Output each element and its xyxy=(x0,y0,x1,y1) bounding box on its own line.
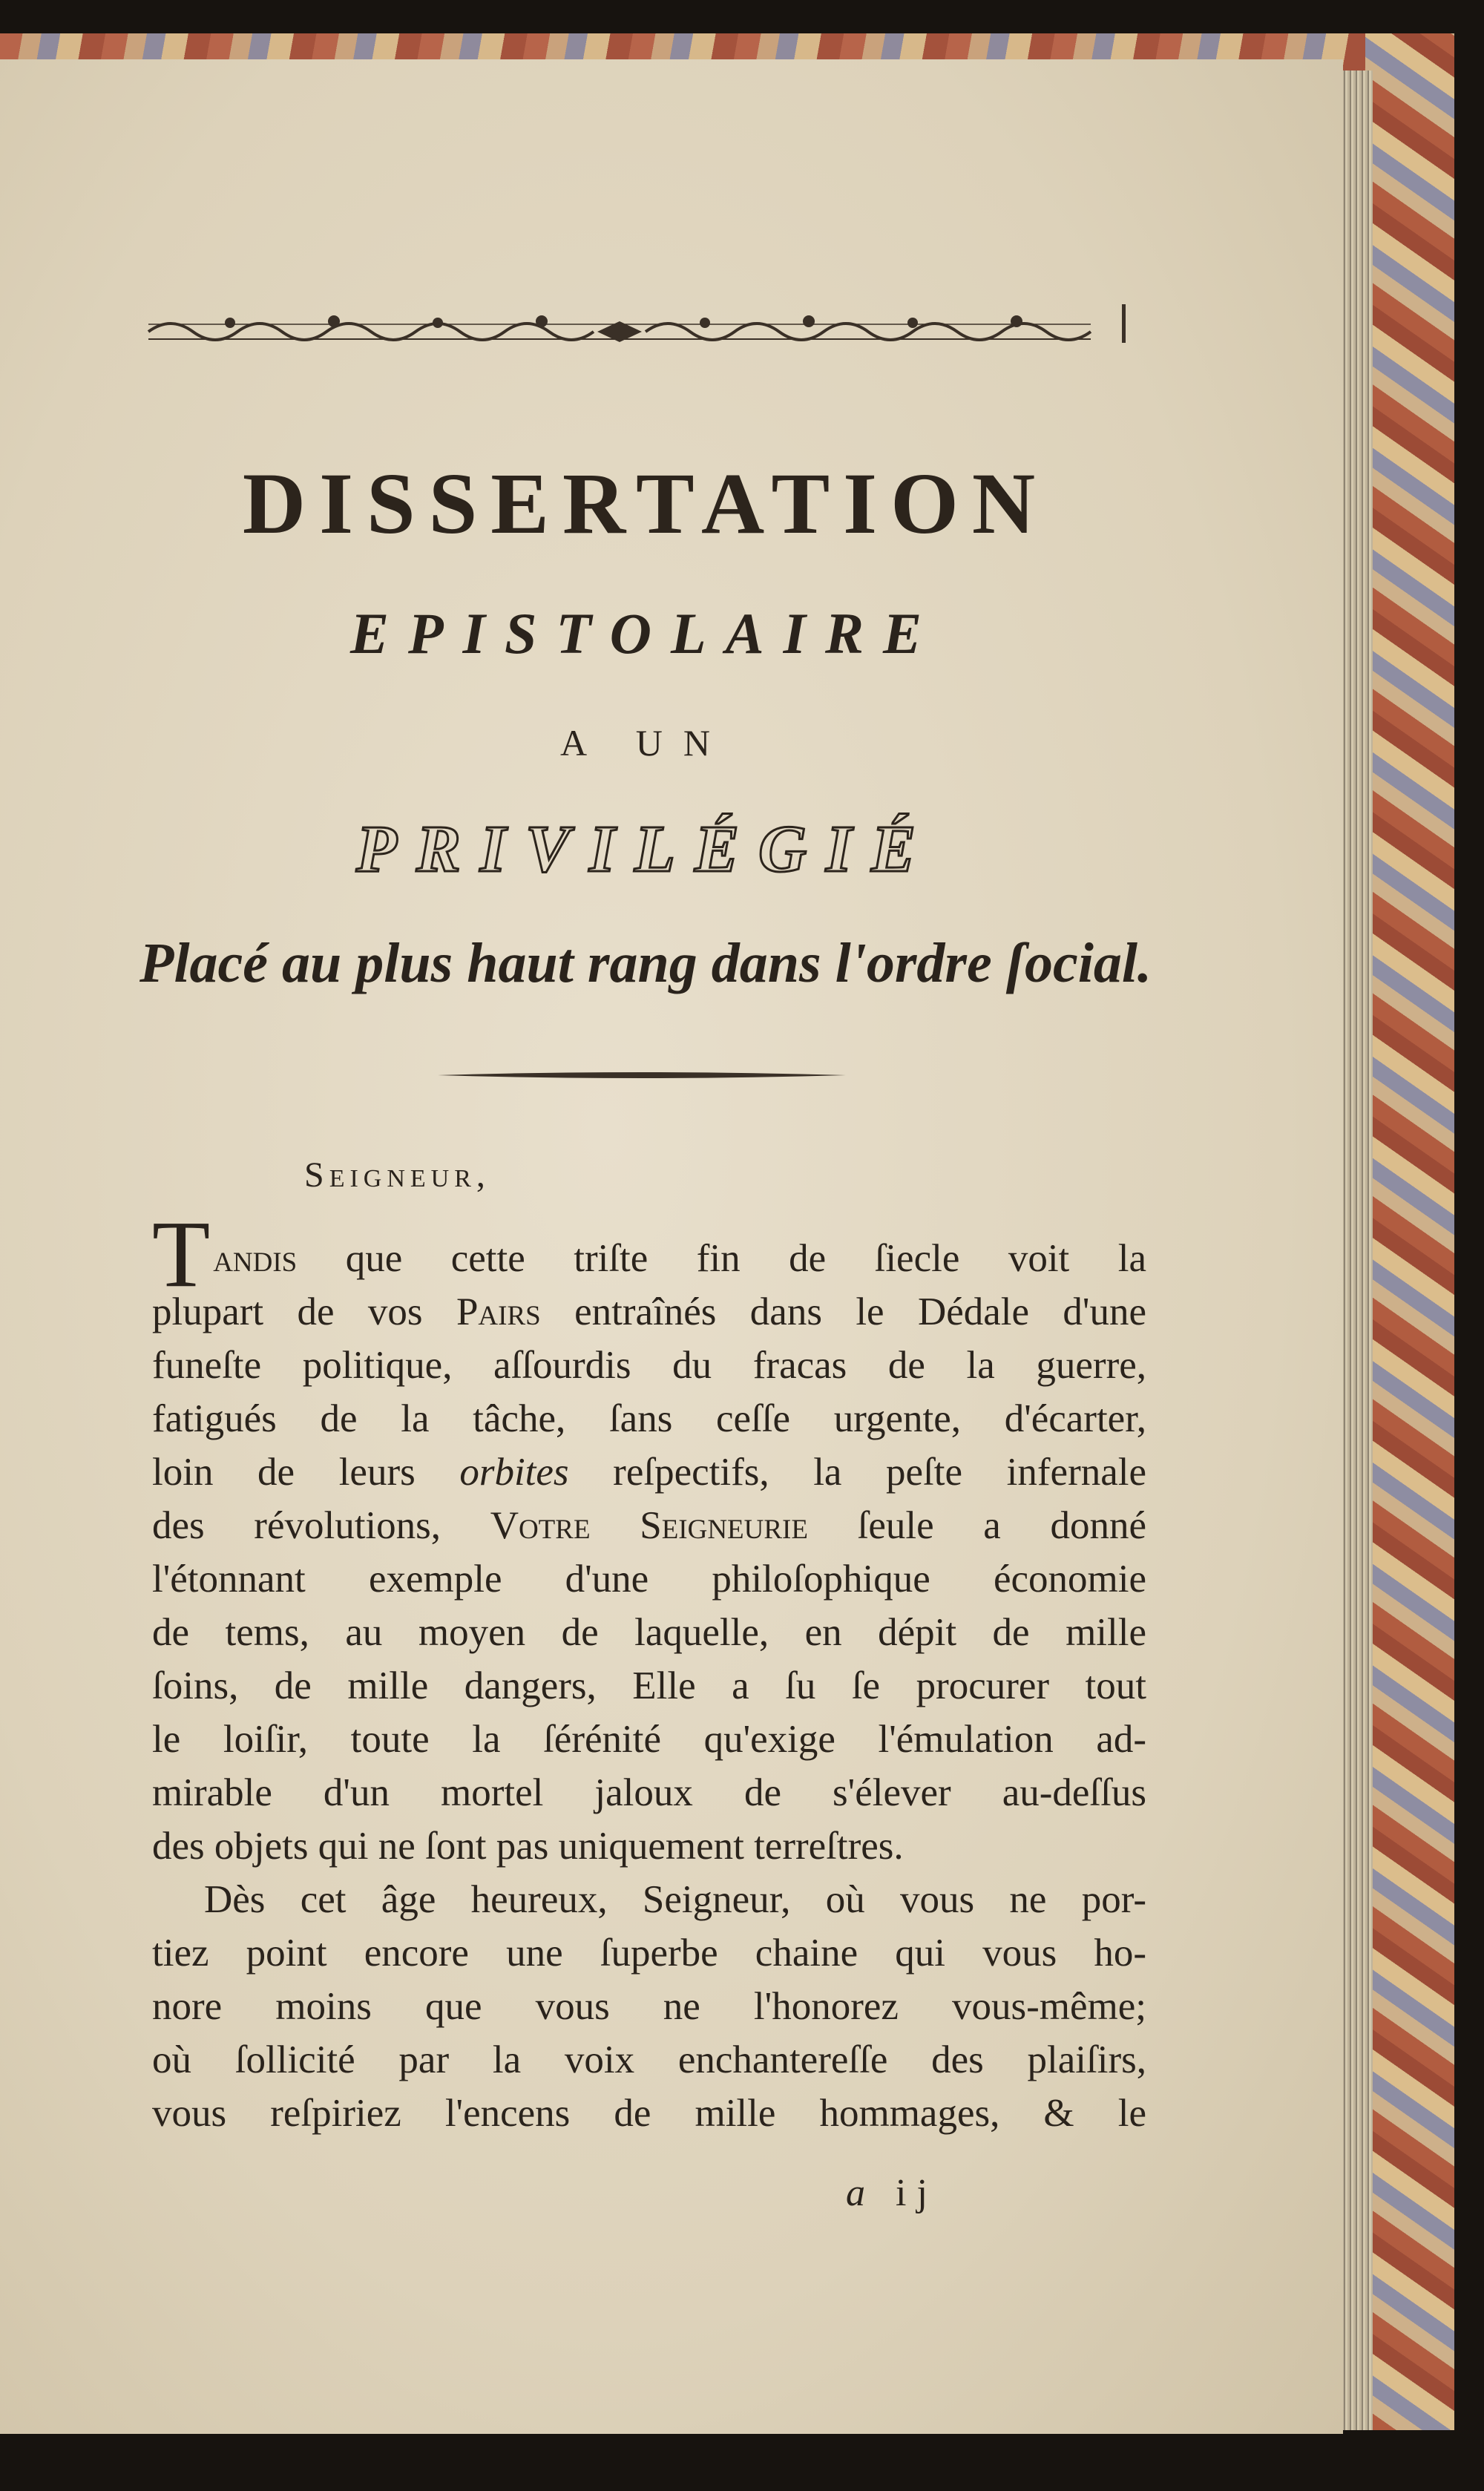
divider-rule xyxy=(438,1071,846,1080)
drop-cap: T xyxy=(152,1201,211,1307)
text-line: ſoins, de mille dangers, Elle a ſu ſe procurer tout xyxy=(152,1664,1146,1707)
addressee-description: Placé au plus haut rang dans l'ordre ſocial. xyxy=(139,932,1152,994)
page-number: ij xyxy=(896,2172,938,2214)
signature-mark: a xyxy=(846,2172,876,2214)
text-line: où ſollicité par la voix enchantereſſe des plaiſirs, xyxy=(152,2038,1146,2081)
ornament-mark xyxy=(1122,304,1126,343)
first-word: andis xyxy=(213,1237,298,1280)
text-line: funeſte politique, aſſourdis du fracas de la guerre, xyxy=(152,1344,1146,1387)
text-line: Dès cet âge heureux, Seigneur, où vous ne por- xyxy=(204,1878,1146,1921)
text-line: tiez point encore une ſuperbe chaine qui vous ho- xyxy=(152,1932,1146,1975)
text-line: le loiſir, toute la ſérénité qu'exige l'émulation ad- xyxy=(152,1718,1146,1761)
ornament-band-icon xyxy=(141,301,1098,360)
text-line: Tandis que cette triſte fin de ſiecle voit la xyxy=(152,1201,1146,1307)
salutation: Seigneur, xyxy=(304,1155,490,1195)
addressee-title: PRIVILÉGIÉ xyxy=(355,813,936,886)
text-line: des objets qui ne ſont pas uniquement terreſtres. xyxy=(152,1825,904,1868)
book-page xyxy=(0,59,1343,2434)
subtitle: EPISTOLAIRE xyxy=(349,601,942,666)
text-line: fatigués de la tâche, ſans ceſſe urgente, d'écarter, xyxy=(152,1397,1146,1440)
text-line: de tems, au moyen de laquelle, en dépit de mille xyxy=(152,1611,1146,1654)
text-line: loin de leurs orbites reſpectifs, la peſte infernale xyxy=(152,1451,1146,1494)
text-line: l'étonnant exemple d'une philoſophique économie xyxy=(152,1558,1146,1601)
text-line: vous reſpiriez l'encens de mille hommages, & le xyxy=(152,2092,1146,2135)
text-line: mirable d'un mortel jaloux de s'élever au-deſſus xyxy=(152,1771,1146,1814)
text-line: des révolutions, Votre Seigneurie ſeule a donné xyxy=(152,1504,1146,1547)
page-footer xyxy=(846,2174,938,2213)
marbled-cover-edge xyxy=(1365,33,1454,2430)
title: DISSERTATION xyxy=(242,455,1049,552)
text-line: nore moins que vous ne l'honorez vous-même; xyxy=(152,1985,1146,2028)
dedication-line: A UN xyxy=(559,722,732,764)
letter-body xyxy=(152,1201,1146,2140)
text-line: plupart de vos Pairs entraînés dans le Dédale d'une xyxy=(152,1290,1146,1333)
